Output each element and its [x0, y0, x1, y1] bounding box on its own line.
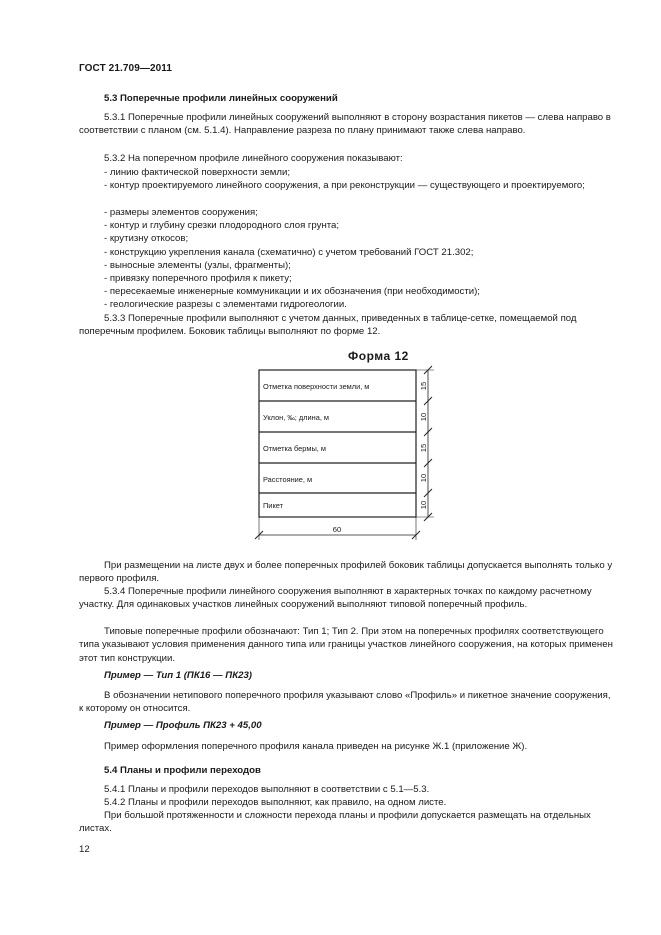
paragraph-5-3-1: 5.3.1 Поперечные профили линейных сооружений выполняют в сторону возрастания пикетов — слева направо в соответствии с планом (см. 5.1.4). Направление разреза по плану принимают также слева направо. — [79, 112, 611, 137]
example-type-1: Пример — Тип 1 (ПК16 — ПК23) — [104, 670, 252, 681]
form-row-label: Уклон, ‰; длина, м — [263, 413, 330, 422]
section-5-4-title: 5.4 Планы и профили переходов — [104, 765, 261, 776]
form-row-size: 10 — [419, 500, 428, 510]
paragraph-5-3-3: 5.3.3 Поперечные профили выполняют с учетом данных, приведенных в таблице-сетке, помещаемой под поперечным профилем. Боковик таблицы выполняют по форме 12. — [79, 313, 577, 338]
list-item: - размеры элементов сооружения; — [104, 207, 258, 218]
page-number: 12 — [79, 844, 90, 855]
paragraph-5-4-1: 5.4.1 Планы и профили переходов выполняют в соответствии с 5.1—5.3. — [104, 784, 430, 795]
example-profile: Пример — Профиль ПК23 + 45,00 — [104, 720, 262, 731]
section-5-3-title: 5.3 Поперечные профили линейных сооружений — [104, 93, 338, 104]
list-item: - привязку поперечного профиля к пикету; — [104, 273, 292, 284]
list-item: - линию фактической поверхности земли; — [104, 167, 290, 178]
form-width-label: 60 — [332, 525, 342, 534]
form-row-size: 10 — [419, 412, 428, 422]
form-row-label: Пикет — [263, 501, 284, 510]
form-row-label: Расстояние, м — [263, 475, 313, 484]
paragraph-typical-profiles: Типовые поперечные профили обозначают: Тип 1; Тип 2. При этом на поперечных профилях соответствующего типа указывают условия применения данного типа или границы участков линейного сооружения, на которых применен этот тип конструкции. — [79, 626, 613, 664]
list-item-text: - контур проектируемого линейного сооружения, а при реконструкции — существующего и проектируемого; — [104, 180, 585, 191]
form-row-size: 15 — [419, 443, 428, 453]
paragraph-5-3-2: 5.3.2 На поперечном профиле линейного сооружения показывают: — [104, 153, 403, 164]
list-item: - контур и глубину срезки плодородного слоя грунта; — [104, 220, 340, 231]
paragraph-5-3-4: 5.3.4 Поперечные профили линейного сооружения выполняют в характерных точках по каждому расчетному участку. Для одинаковых участков линейных сооружений выполняют типовой поперечный профиль. — [79, 586, 592, 611]
paragraph-after-form: При размещении на листе двух и более поперечных профилей боковик таблицы допускается выполнять только у первого профиля. — [79, 560, 613, 585]
form-12-title: Форма 12 — [348, 349, 409, 363]
form-row-size: 15 — [419, 381, 428, 391]
document-code: ГОСТ 21.709—2011 — [79, 63, 173, 74]
form-row-label: Отметка бермы, м — [263, 444, 326, 453]
paragraph-5-4-2: 5.4.2 Планы и профили переходов выполняют, как правило, на одном листе. — [104, 797, 447, 808]
list-item: - крутизну откосов; — [104, 233, 189, 244]
list-item — [104, 179, 616, 192]
form-row-size: 10 — [419, 473, 428, 483]
paragraph-last: При большой протяженности и сложности перехода планы и профили допускается размещать на отдельных листах. — [79, 810, 591, 835]
paragraph-example-reference: Пример оформления поперечного профиля канала приведен на рисунке Ж.1 (приложение Ж). — [104, 741, 528, 752]
list-item: - конструкцию укрепления канала (схематично) с учетом требований ГОСТ 21.302; — [104, 247, 474, 258]
list-item: - геологические разрезы с элементами гидрогеологии. — [104, 299, 347, 310]
form-row-label: Отметка поверхности земли, м — [263, 382, 370, 391]
form-12-table — [240, 362, 450, 552]
list-item: - выносные элементы (узлы, фрагменты); — [104, 260, 291, 271]
paragraph-nontypical: В обозначении нетипового поперечного профиля указывают слово «Профиль» и пикетное значение сооружения, к которому он относится. — [79, 690, 611, 715]
list-item: - пересекаемые инженерные коммуникации и их обозначения (при необходимости); — [104, 286, 480, 297]
